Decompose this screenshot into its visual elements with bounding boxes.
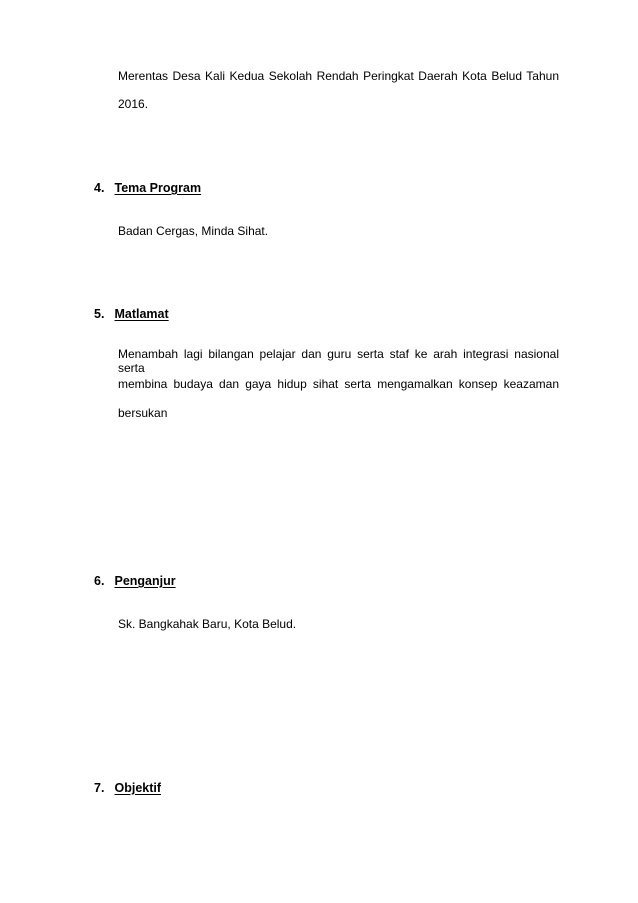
penganjur-text: Sk. Bangkahak Baru, Kota Belud.: [118, 617, 297, 631]
section-title: Tema Program: [114, 181, 202, 195]
section-number: 7.: [94, 781, 105, 795]
tema-program-text: Badan Cergas, Minda Sihat.: [118, 224, 269, 238]
matlamat-line-2: membina budaya dan gaya hidup sihat serta mengamalkan konsep keazaman: [118, 377, 559, 391]
section-heading-objektif: [94, 781, 161, 795]
section-number: 6.: [94, 574, 105, 588]
section-title: Penganjur: [114, 574, 176, 588]
matlamat-line-3: bersukan: [118, 406, 168, 420]
section-number: 4.: [94, 181, 105, 195]
intro-line-1: Merentas Desa Kali Kedua Sekolah Rendah Peringkat Daerah Kota Belud Tahun: [118, 69, 559, 83]
section-number: 5.: [94, 307, 105, 321]
section-title: Matlamat: [114, 307, 169, 321]
section-title: Objektif: [114, 781, 162, 795]
matlamat-line-1: Menambah lagi bilangan pelajar dan guru serta staf ke arah integrasi nasional serta: [118, 347, 559, 375]
section-heading-penganjur: [94, 574, 176, 588]
section-heading-tema-program: [94, 181, 201, 195]
section-heading-matlamat: [94, 307, 169, 321]
intro-line-2: 2016.: [118, 97, 149, 111]
